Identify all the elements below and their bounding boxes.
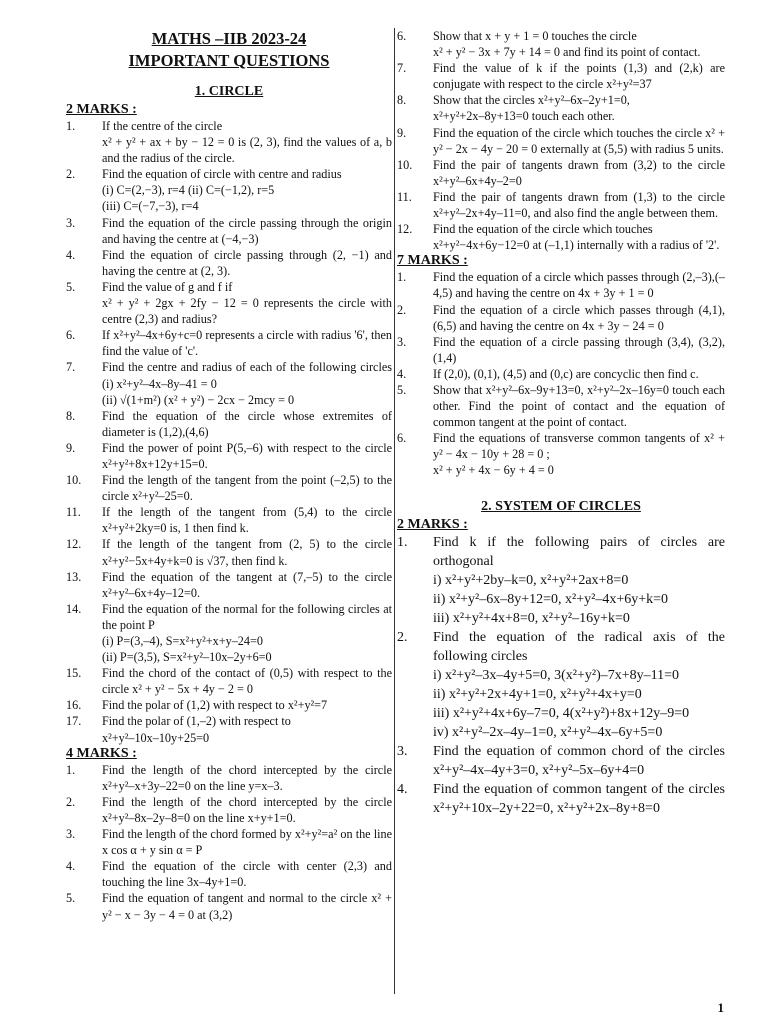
question-number: 15. xyxy=(66,666,82,681)
question-item xyxy=(397,221,725,253)
question-item xyxy=(397,28,725,60)
question-number: 17. xyxy=(66,714,82,729)
question-item xyxy=(66,665,392,697)
question-number: 4. xyxy=(66,247,76,262)
question-item xyxy=(66,327,392,359)
question-number: 8. xyxy=(397,93,407,108)
question-text: Find the equation of a circle which passes through (2,–3),(–4,5) and having the centre on 4x + 3y + 1 = 0 xyxy=(433,270,725,301)
question-item xyxy=(397,334,725,366)
question-text: Find the polar of (1,2) with respect to x²+y²=7 xyxy=(102,698,328,713)
question-number: 12. xyxy=(397,222,413,237)
question-text: Show that x + y + 1 = 0 touches the circle x² + y² − 3x + 7y + 14 = 0 and find its point of contact. xyxy=(433,29,701,60)
question-text: Find the length of the tangent from the point (–2,5) to the circle x²+y²–25=0. xyxy=(102,473,392,504)
section-system-title: 2. SYSTEM OF CIRCLES xyxy=(481,498,641,514)
question-item xyxy=(66,713,392,745)
question-number: 4. xyxy=(397,366,407,381)
question-item xyxy=(397,92,725,124)
question-item xyxy=(397,533,725,628)
question-number: 3. xyxy=(66,215,76,230)
question-number: 3. xyxy=(397,334,407,349)
question-number: 3. xyxy=(66,827,76,842)
header-subject: MATHS –IIB 2023-24 xyxy=(151,29,307,48)
question-text: Find the equation of the circle which touches the circle x² + y² − 2x − 4y − 20 = 0 externally at (5,5) with radius 5 units. xyxy=(433,125,725,156)
system-2marks-label: 2 MARKS : xyxy=(397,516,468,532)
question-text: If the length of the tangent from (2, 5) to the circle x²+y²−5x+4y+k=0 is √37, then find k. xyxy=(102,537,392,568)
section-circle-title: 1. CIRCLE xyxy=(194,84,264,99)
question-item xyxy=(66,279,392,327)
question-item xyxy=(397,780,725,818)
question-item xyxy=(397,269,725,301)
question-text: Find the equation of circle passing through (2, −1) and having the centre at (2, 3). xyxy=(102,247,392,278)
header-title: IMPORTANT QUESTIONS xyxy=(128,51,330,70)
question-item xyxy=(66,118,392,166)
question-text: Find the equation of a circle which passes through (4,1),(6,5) and having the centre on 4x + 3y − 24 = 0 xyxy=(433,302,725,333)
question-text: Find the equation of the normal for the following circles at the point P (i) P=(3,–4), S=x²+y²+x+y–24=0 (ii) P=(3,5), S=x²+y²–10x–2y+6=0 xyxy=(102,601,392,665)
question-item xyxy=(66,166,392,214)
circle-4marks-list-left xyxy=(66,762,392,923)
document-header xyxy=(66,28,392,72)
question-text: Find k if the following pairs of circles are orthogonal i) x²+y²+2by–k=0, x²+y²+2ax+8=0 ii) x²+y²–6x–8y+12=0, x²+y²–4x+6y+k=0 iii) x²+y²+4x+8=0, x²+y²–16y+k=0 xyxy=(433,534,725,626)
question-item xyxy=(397,189,725,221)
question-item xyxy=(66,601,392,665)
question-item xyxy=(66,762,392,794)
system-2marks-list xyxy=(397,533,725,818)
question-number: 11. xyxy=(66,505,81,520)
circle-4marks-list-right xyxy=(397,28,725,253)
circle-4marks-label: 4 MARKS : xyxy=(66,745,137,761)
question-text: If x²+y²–4x+6y+c=0 represents a circle with radius '6', then find the value of 'c'. xyxy=(102,328,392,359)
question-item xyxy=(66,472,392,504)
question-text: Find the polar of (1,–2) with respect to x²+y²–10x–10y+25=0 xyxy=(102,714,291,745)
page-number: 1 xyxy=(717,1000,724,1015)
circle-2marks-list xyxy=(66,118,392,746)
question-text: Find the equation of circle with centre and radius (i) C=(2,−3), r=4 (ii) C=(−1,2), r=5 (iii) C=(−7,−3), r=4 xyxy=(102,167,342,214)
question-number: 10. xyxy=(397,157,413,172)
question-item xyxy=(66,794,392,826)
question-number: 1. xyxy=(397,270,407,285)
question-number: 14. xyxy=(66,601,82,616)
question-item xyxy=(397,60,725,92)
question-number: 7. xyxy=(66,360,76,375)
question-text: Find the power of point P(5,–6) with respect to the circle x²+y²+8x+12y+15=0. xyxy=(102,440,392,471)
question-text: Find the equation of the circle which touches x²+y²−4x+6y−12=0 at (–1,1) internally with a radius of '2'. xyxy=(433,222,720,253)
question-item xyxy=(397,366,725,382)
question-text: Find the centre and radius of each of the following circles (i) x²+y²–4x–8y–41 = 0 (ii) √(1+m²) (x² + y²) − 2cx − 2mcy = 0 xyxy=(102,360,392,407)
question-text: Find the value of k if the points (1,3) and (2,k) are conjugate with respect to the circle x²+y²=37 xyxy=(433,61,725,92)
question-number: 8. xyxy=(66,408,76,423)
circle-7marks-list xyxy=(397,269,725,478)
question-text: Find the equation of the radical axis of the following circles i) x²+y²–3x–4y+5=0, 3(x²+y²)–7x+8y–11=0 ii) x²+y²+2x+4y+1=0, x²+y²+4x+y=0 iii) x²+y²+4x+6y–7=0, 4(x²+y²)+8x+12y–9=0 iv) x²+y²–2x–4y–1=0, x²+y²–4x–6y+5=0 xyxy=(433,629,725,740)
question-text: Find the equation of common tangent of the circles x²+y²+10x–2y+22=0, x²+y²+2x–8y+8=0 xyxy=(433,781,725,816)
question-text: Find the equation of common chord of the circles x²+y²–4x–4y+3=0, x²+y²–5x–6y+4=0 xyxy=(433,743,725,778)
question-text: If (2,0), (0,1), (4,5) and (0,c) are concyclic then find c. xyxy=(433,366,699,381)
question-number: 5. xyxy=(66,279,76,294)
question-text: Find the equation of the circle whose extremites of diameter is (1,2),(4,6) xyxy=(102,408,392,439)
question-number: 1. xyxy=(66,762,76,777)
question-text: Find the pair of tangents drawn from (3,2) to the circle x²+y²–6x+4y–2=0 xyxy=(433,157,725,188)
question-item xyxy=(66,858,392,890)
question-text: Find the equation of the tangent at (7,–5) to the circle x²+y²–6x+4y–12=0. xyxy=(102,569,392,600)
question-number: 3. xyxy=(397,743,408,759)
question-number: 9. xyxy=(66,440,76,455)
question-item xyxy=(66,408,392,440)
question-number: 6. xyxy=(66,328,76,343)
question-item xyxy=(66,536,392,568)
question-text: Find the equation of the circle with center (2,3) and touching the line 3x–4y+1=0. xyxy=(102,859,392,890)
right-column xyxy=(397,28,725,818)
question-number: 9. xyxy=(397,125,407,140)
question-text: Find the equation of a circle passing through (3,4), (3,2), (1,4) xyxy=(433,334,725,365)
column-divider xyxy=(394,28,395,994)
question-text: Find the length of the chord formed by x²+y²=a² on the line x cos α + y sin α = P xyxy=(102,827,392,858)
question-item xyxy=(66,504,392,536)
question-number: 7. xyxy=(397,61,407,76)
question-text: Find the chord of the contact of (0,5) with respect to the circle x² + y² − 5x + 4y − 2 = 0 xyxy=(102,666,392,697)
question-item xyxy=(66,890,392,922)
question-item xyxy=(66,247,392,279)
question-text: Find the length of the chord intercepted by the circle x²+y²–x+3y–22=0 on the line y=x–3. xyxy=(102,762,392,793)
question-number: 6. xyxy=(397,431,407,446)
question-item xyxy=(66,359,392,407)
question-item xyxy=(397,628,725,742)
question-text: Show that the circles x²+y²–6x–2y+1=0, x²+y²+2x–8y+13=0 touch each other. xyxy=(433,93,630,124)
question-text: Find the equation of the circle passing through the origin and having the centre at (−4,−3) xyxy=(102,215,392,246)
question-number: 12. xyxy=(66,537,82,552)
question-number: 4. xyxy=(397,781,408,797)
question-text: If the length of the tangent from (5,4) to the circle x²+y²+2ky=0 is, 1 then find k. xyxy=(102,505,392,536)
question-number: 2. xyxy=(397,629,408,645)
question-number: 2. xyxy=(397,302,407,317)
question-item xyxy=(66,569,392,601)
circle-7marks-label: 7 MARKS : xyxy=(397,253,468,269)
question-item xyxy=(66,440,392,472)
question-number: 6. xyxy=(397,29,407,43)
question-item xyxy=(397,157,725,189)
question-number: 5. xyxy=(397,382,407,397)
question-number: 2. xyxy=(66,167,76,182)
question-item xyxy=(397,125,725,157)
question-number: 1. xyxy=(66,119,76,133)
question-item xyxy=(397,382,725,430)
question-item xyxy=(66,697,392,713)
question-item xyxy=(397,742,725,780)
question-number: 1. xyxy=(397,534,408,550)
question-item xyxy=(66,215,392,247)
question-item xyxy=(397,430,725,478)
circle-2marks-label: 2 MARKS : xyxy=(66,102,137,117)
question-number: 16. xyxy=(66,698,82,713)
question-text: Find the pair of tangents drawn from (1,3) to the circle x²+y²–2x+4y–11=0, and also find the angle between them. xyxy=(433,189,725,221)
question-text: If the centre of the circle x² + y² + ax + by − 12 = 0 is (2, 3), find the values of a, b and the radius of the circle. xyxy=(102,119,392,166)
question-text: Find the equations of transverse common tangents of x² + y² − 4x − 10y + 28 = 0 ; x² + y² + 4x − 6y + 4 = 0 xyxy=(433,431,725,478)
question-item xyxy=(66,826,392,858)
question-number: 11. xyxy=(397,189,412,204)
question-text: Show that x²+y²–6x–9y+13=0, x²+y²–2x–16y=0 touch each other. Find the point of contact and the equation of common tangent at the point of contact. xyxy=(433,382,725,430)
left-column xyxy=(66,28,392,923)
question-number: 4. xyxy=(66,859,76,874)
question-item xyxy=(397,302,725,334)
question-text: Find the length of the chord intercepted by the circle x²+y²–8x–2y–8=0 on the line x+y+1=0. xyxy=(102,794,392,825)
question-number: 13. xyxy=(66,569,82,584)
question-text: Find the value of g and f if x² + y² + 2gx + 2fy − 12 = 0 represents the circle with centre (2,3) and radius? xyxy=(102,279,392,327)
question-number: 10. xyxy=(66,473,82,488)
question-number: 5. xyxy=(66,891,76,906)
question-text: Find the equation of tangent and normal to the circle x² + y² − x − 3y − 4 = 0 at (3,2) xyxy=(102,891,392,922)
question-number: 2. xyxy=(66,794,76,809)
